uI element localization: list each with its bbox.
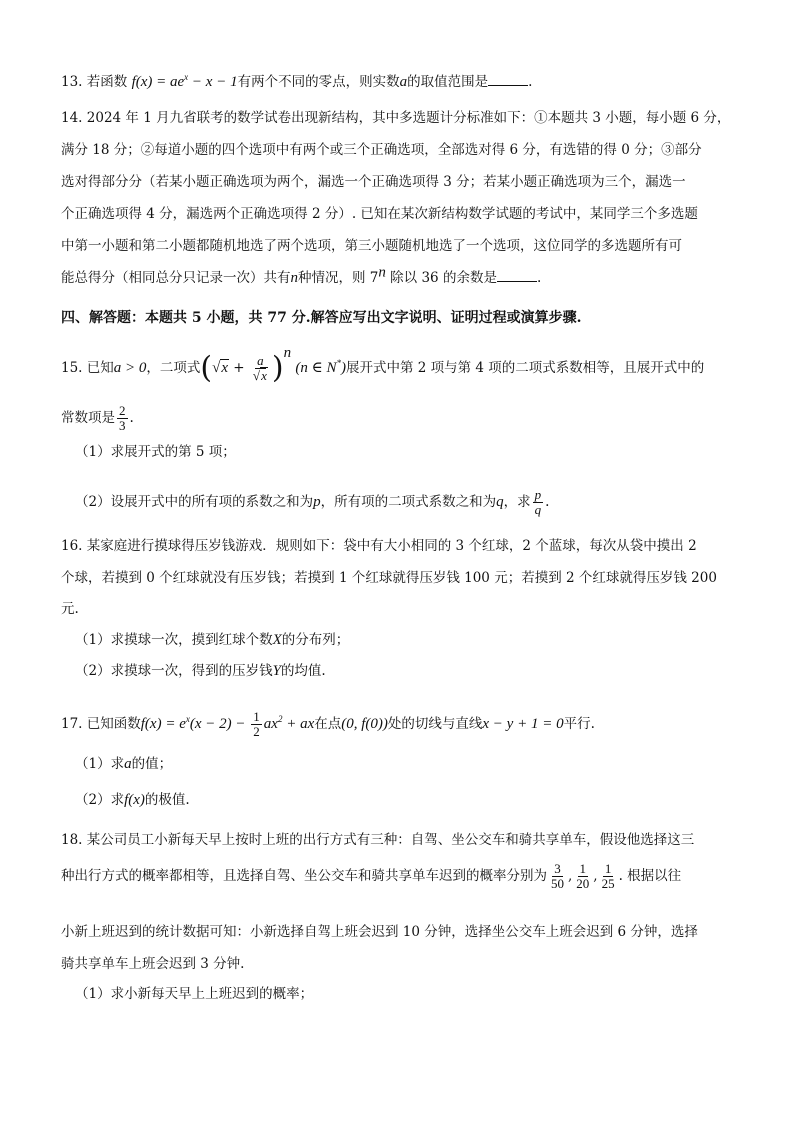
question-17-part-1: （1）求a的值； bbox=[75, 756, 173, 772]
question-13: 13. 若函数 $f(x) = ae^x - x - 1$有两个不同的零点，则实数a的取值范围是 . bbox=[61, 72, 533, 90]
question-14-line-4: 个正确选项得 4 分，漏选两个正确选项得 2 分）. 已知在某次新结构数学试题的考试中，某同学三个多选题 bbox=[61, 206, 698, 222]
question-16-line-3: 元. bbox=[61, 601, 79, 617]
answer-blank[interactable] bbox=[488, 73, 528, 86]
question-16-part-2: （2）求摸球一次，得到的压岁钱Y的均值. bbox=[75, 663, 326, 679]
question-16-part-1: （1）求摸球一次，摸到红球个数X的分布列； bbox=[75, 632, 350, 648]
question-16-line-2: 个球，若摸到 0 个红球就没有压岁钱；若摸到 1 个红球就得压岁钱 100 元；若摸到 2 个红球就得压岁钱 200 bbox=[61, 570, 717, 586]
question-14-line-6: 能总得分（相同总分只记录一次）共有n种情况，则 7$^n$ 除以 36 的余数是 . bbox=[61, 264, 542, 286]
question-18-line-2: 种出行方式的概率都相等，且选择自驾、坐公交车和骑共享单车迟到的概率分别为 $\frac{3}{50}$ , $\frac{1}{20}$ , $\frac{1}{25}$ . 根据以往 bbox=[61, 861, 682, 891]
question-16-line-1: 16. 某家庭进行摸球得压岁钱游戏．规则如下：袋中有大小相同的 3 个红球，2 个蓝球，每次从袋中摸出 2 bbox=[61, 538, 697, 554]
question-15-part-2: （2）设展开式中的所有项的系数之和为p，所有项的二项式系数之和为q，求 $\frac{p}{q}$ . bbox=[75, 487, 550, 517]
answer-blank[interactable] bbox=[497, 269, 537, 282]
question-15-line-1: 15. 已知a > 0，二项式(√x + $\frac{a}{√x}$ )$^n$ (n ∈ N*)展开式中第 2 项与第 4 项的二项式系数相等，且展开式中的 bbox=[61, 344, 705, 386]
question-18-line-1: 18. 某公司员工小新每天早上按时上班的出行方式有三种：自驾、坐公交车和骑共享单车，假设他选择这三 bbox=[61, 832, 695, 848]
question-18-part-1: （1）求小新每天早上上班迟到的概率； bbox=[75, 986, 314, 1002]
question-17-part-2: （2）求f(x)的极值. bbox=[75, 792, 190, 808]
question-14-line-3: 选对得部分分（若某小题正确选项为两个，漏选一个正确选项得 3 分；若某小题正确选项为三个，漏选一 bbox=[61, 174, 686, 190]
question-18-line-3: 小新上班迟到的统计数据可知：小新选择自驾上班会迟到 10 分钟，选择坐公交车上班会迟到 6 分钟，选择 bbox=[61, 924, 698, 940]
question-18-line-4: 骑共享单车上班会迟到 3 分钟. bbox=[61, 956, 245, 972]
question-17-line-1: 17. 已知函数$f(x) = e^x(x - 2)$ − $\frac{1}{2}$ $ax^2$ + ax在点(0, f(0))处的切线与直线x − y + 1 = 0平行. bbox=[61, 709, 595, 739]
question-15-line-2: 常数项是 $\frac{2}{3}$ . bbox=[61, 403, 134, 433]
question-15-part-1: （1）求展开式的第 5 项； bbox=[75, 444, 236, 460]
question-14-line-5: 中第一小题和第二小题都随机地选了两个选项，第三小题随机地选了一个选项，这位同学的多选题所有可 bbox=[61, 238, 682, 254]
section-heading: 四、解答题：本题共 5 小题，共 77 分.解答应写出文字说明、证明过程或演算步骤. bbox=[61, 310, 582, 326]
question-14-line-2: 满分 18 分；②每道小题的四个选项中有两个或三个正确选项，全部选对得 6 分，有选错的得 0 分；③部分 bbox=[61, 142, 702, 158]
question-14-line-1: 14. 2024 年 1 月九省联考的数学试卷出现新结构，其中多选题计分标准如下：①本题共 3 小题，每小题 6 分， bbox=[61, 110, 731, 126]
math-expression: $f(x) = ae^x - x - 1$ bbox=[131, 72, 238, 90]
